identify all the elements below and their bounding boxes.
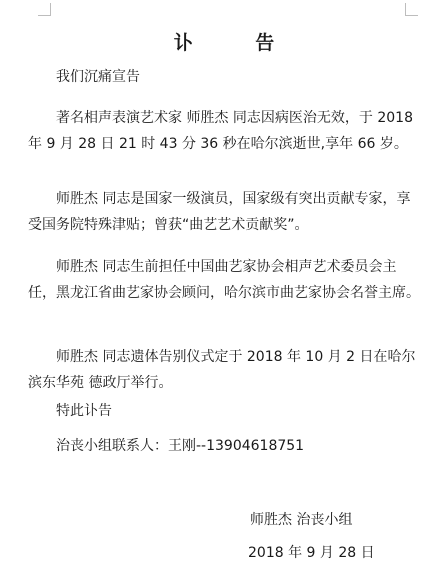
opening-line: 我们沉痛宣告 bbox=[56, 69, 140, 85]
notice-line: 特此讣告 bbox=[56, 403, 112, 419]
document-title: 讣 告 bbox=[173, 32, 303, 54]
contact-line: 治丧小组联系人：王刚--13904618751 bbox=[56, 438, 305, 454]
page-corner-mark-right bbox=[405, 3, 418, 16]
signature-date: 2018 年 9 月 28 日 bbox=[248, 545, 375, 561]
paragraph-death-announcement: 著名相声表演艺术家 师胜杰 同志因病医治无效，于 2018 年 9 月 28 日 21 时 43 分 36 秒在哈尔滨逝世,享年 66 岁。 bbox=[28, 110, 413, 152]
paragraph-farewell-ceremony: 师胜杰 同志遗体告别仪式定于 2018 年 10 月 2 日在哈尔滨东华苑 德政厅举行。 bbox=[28, 349, 416, 391]
signature-organization: 师胜杰 治丧小组 bbox=[250, 512, 353, 528]
page-corner-mark-left bbox=[38, 3, 51, 16]
paragraph-positions: 师胜杰 同志生前担任中国曲艺家协会相声艺术委员会主任，黑龙江省曲艺家协会顾问，哈尔滨市曲艺家协会名誉主席。 bbox=[28, 259, 420, 301]
paragraph-honors: 师胜杰 同志是国家一级演员，国家级有突出贡献专家，享受国务院特殊津贴；曾获“曲艺艺术贡献奖”。 bbox=[28, 191, 411, 233]
